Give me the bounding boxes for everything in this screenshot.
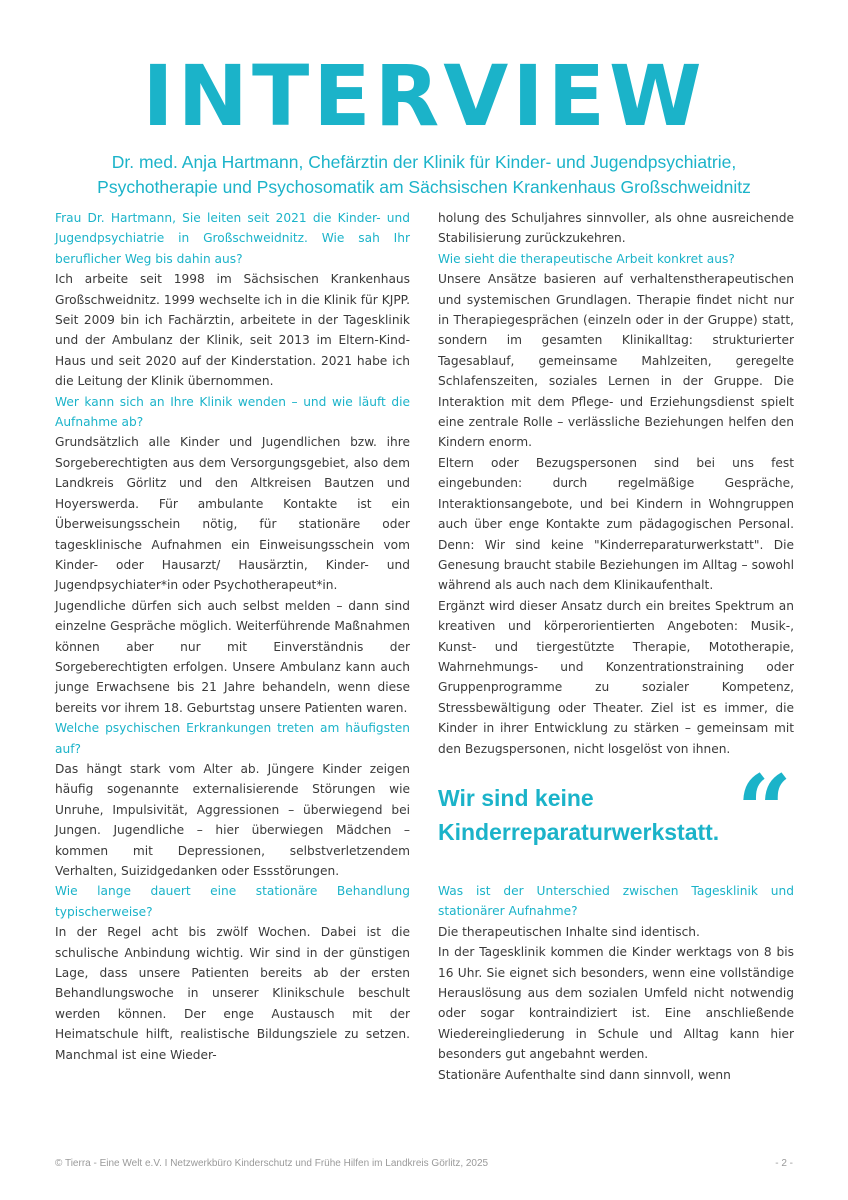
subtitle-line-1: Dr. med. Anja Hartmann, Chefärztin der Klinik für Kinder- und Jugendpsychiatrie,: [111, 152, 737, 172]
question-4: Wie lange dauert eine stationäre Behandlung typischerweise?: [55, 884, 410, 919]
interview-subtitle: [40, 150, 808, 200]
page-number: - 2 -: [775, 1158, 793, 1169]
question-2: Wer kann sich an Ihre Klinik wenden – und wie läuft die Aufnahme ab?: [55, 394, 410, 430]
footer-copyright: © Tierra - Eine Welt e.V. I Netzwerkbüro Kinderschutz und Frühe Hilfen im Landkreis Görlitz, 2025: [55, 1158, 489, 1169]
answer-4-continued: holung des Schuljahres sinnvoller, als ohne ausreichende Stabilisierung zurückzukehren.: [438, 211, 794, 246]
pull-quote-line-2: Kinderreparaturwerkstatt.: [438, 818, 720, 845]
left-column: [55, 208, 410, 1065]
pull-quote: [438, 753, 794, 867]
answer-6-paragraph-2: In der Tagesklinik kommen die Kinder werktags von 8 bis 16 Uhr. Sie eignet sich besonders, wenn eine vollständige Herauslösung aus dem sozialen Umfeld nicht notwendig oder sogar kontraindiziert ist. Eine anschließende Wiedereingliederung in Schule und Alltag kann hier besonders gut angebahnt werden.: [438, 945, 794, 1062]
answer-1: Ich arbeite seit 1998 im Sächsischen Krankenhaus Großschweidnitz. 1999 wechselte ich in die Klinik für KJPP. Seit 2009 bin ich Fachärztin, arbeitete in der Tagesklinik und der Ambulanz der Klinik, seit 2013 im Eltern-Kind-Haus und seit 2020 auf der Kinderstation. 2021 habe ich die Leitung der Klinik übernommen.: [55, 272, 410, 389]
page-title: INTERVIEW: [142, 47, 706, 145]
answer-2-paragraph-2: Jugendliche dürfen sich auch selbst melden – dann sind einzelne Gespräche möglich. Weiterführende Maßnahmen können aber nur mit Einverständnis der Sorgeberechtigten erfolgen. Unsere Ambulanz kann auch junge Erwachsene bis 21 Jahre behandeln, wenn diese bereits vor ihrem 18. Geburtstag unsere Patienten waren.: [55, 598, 410, 715]
pull-quote-line-1: Wir sind keine: [438, 784, 594, 811]
answer-5-paragraph-3: Ergänzt wird dieser Ansatz durch ein breites Spektrum an kreativen und körperorientierten Angeboten: Musik-, Kunst- und tiergestützte Therapie, Mototherapie, Wahrnehmungs- und Konzentrationstraining oder Gruppenprogramme zu sozialer Kompetenz, Stressbewältigung oder Theater. Ziel ist es immer, die Kinder in ihrer Entwicklung zu stärken – gemeinsam mit den Bezugspersonen, nicht losgelöst von ihnen.: [438, 598, 794, 756]
quotation-mark-icon: “: [736, 753, 792, 867]
question-1: Frau Dr. Hartmann, Sie leiten seit 2021 die Kinder- und Jugendpsychiatrie in Großschweidnitz. Wie sah Ihr beruflicher Weg bis dahin aus?: [55, 211, 410, 266]
answer-6: Die therapeutischen Inhalte sind identisch.: [438, 924, 700, 939]
answer-5-paragraph-2: Eltern oder Bezugspersonen sind bei uns fest eingebunden: durch regelmäßige Gespräche, Interaktionsangebote, und bei Kindern in Wohngruppen auch über enge Kontakte zum pädagogischen Personal. Denn: Wir sind keine "Kinderreparaturwerkstatt". Die Genesung braucht stabile Beziehungen im Alltag – sowohl während als auch nach dem Klinikaufenthalt.: [438, 455, 794, 593]
question-6: Was ist der Unterschied zwischen Tagesklinik und stationärer Aufnahme?: [438, 883, 794, 919]
subtitle-line-2: Psychotherapie und Psychosomatik am Sächsischen Krankenhaus Großschweidnitz: [97, 177, 751, 197]
page-footer: [55, 1158, 793, 1169]
right-column: [438, 208, 794, 1085]
answer-2: Grundsätzlich alle Kinder und Jugendlichen bzw. ihre Sorgeberechtigten aus dem Versorgungsgebiet, also dem Landkreis Görlitz und den Altkreisen Bautzen und Hoyerswerda. Für ambulante Kontakte ist ein Überweisungsschein nötig, für stationäre oder tagesklinische Aufnahmen ein Einweisungsschein vom Kinder- oder Hausarzt/ Hausärztin, Kinder- und Jugendpsychiater*in oder Psychotherapeut*in.: [55, 435, 410, 593]
question-3: Welche psychischen Erkrankungen treten am häufigsten auf?: [55, 721, 410, 756]
answer-4: In der Regel acht bis zwölf Wochen. Dabei ist die schulische Anbindung wichtig. Wir sind in der günstigen Lage, dass unsere Patienten bereits ab der ersten Behandlungswoche in unserer Klinikschule beschult werden können. Der enge Austausch mit der Heimatschule hilft, realistische Bildungsziele zu setzen. Manchmal ist eine Wieder-: [55, 925, 410, 1062]
answer-5: Unsere Ansätze basieren auf verhaltenstherapeutischen und systemischen Grundlagen. Therapie findet nicht nur in Therapiegesprächen (einzeln oder in der Gruppe) statt, sondern im gesamten Klinikalltag: strukturierter Tagesablauf, gemeinsame Mahlzeiten, geregelte Schlafenszeiten, soziales Lernen in der Gruppe. Die Interaktion mit dem Pflege- und Erziehungsdienst spielt eine zentrale Rolle – verlässliche Beziehungen helfen den Kindern enorm.: [438, 272, 794, 450]
pull-quote-text: [438, 781, 719, 849]
answer-3: Das hängt stark vom Alter ab. Jüngere Kinder zeigen häufig sogenannte externalisierende Störungen wie Unruhe, Impulsivität, Aggressionen – überwiegend bei Jungen. Jugendliche – hier überwiegen Mädchen – kommen mit Depressionen, selbstverletzendem Verhalten, Suizidgedanken oder Essstörungen.: [55, 761, 410, 878]
answer-6-paragraph-3: Stationäre Aufenthalte sind dann sinnvoll, wenn: [438, 1067, 731, 1082]
question-5: Wie sieht die therapeutische Arbeit konkret aus?: [438, 251, 735, 266]
